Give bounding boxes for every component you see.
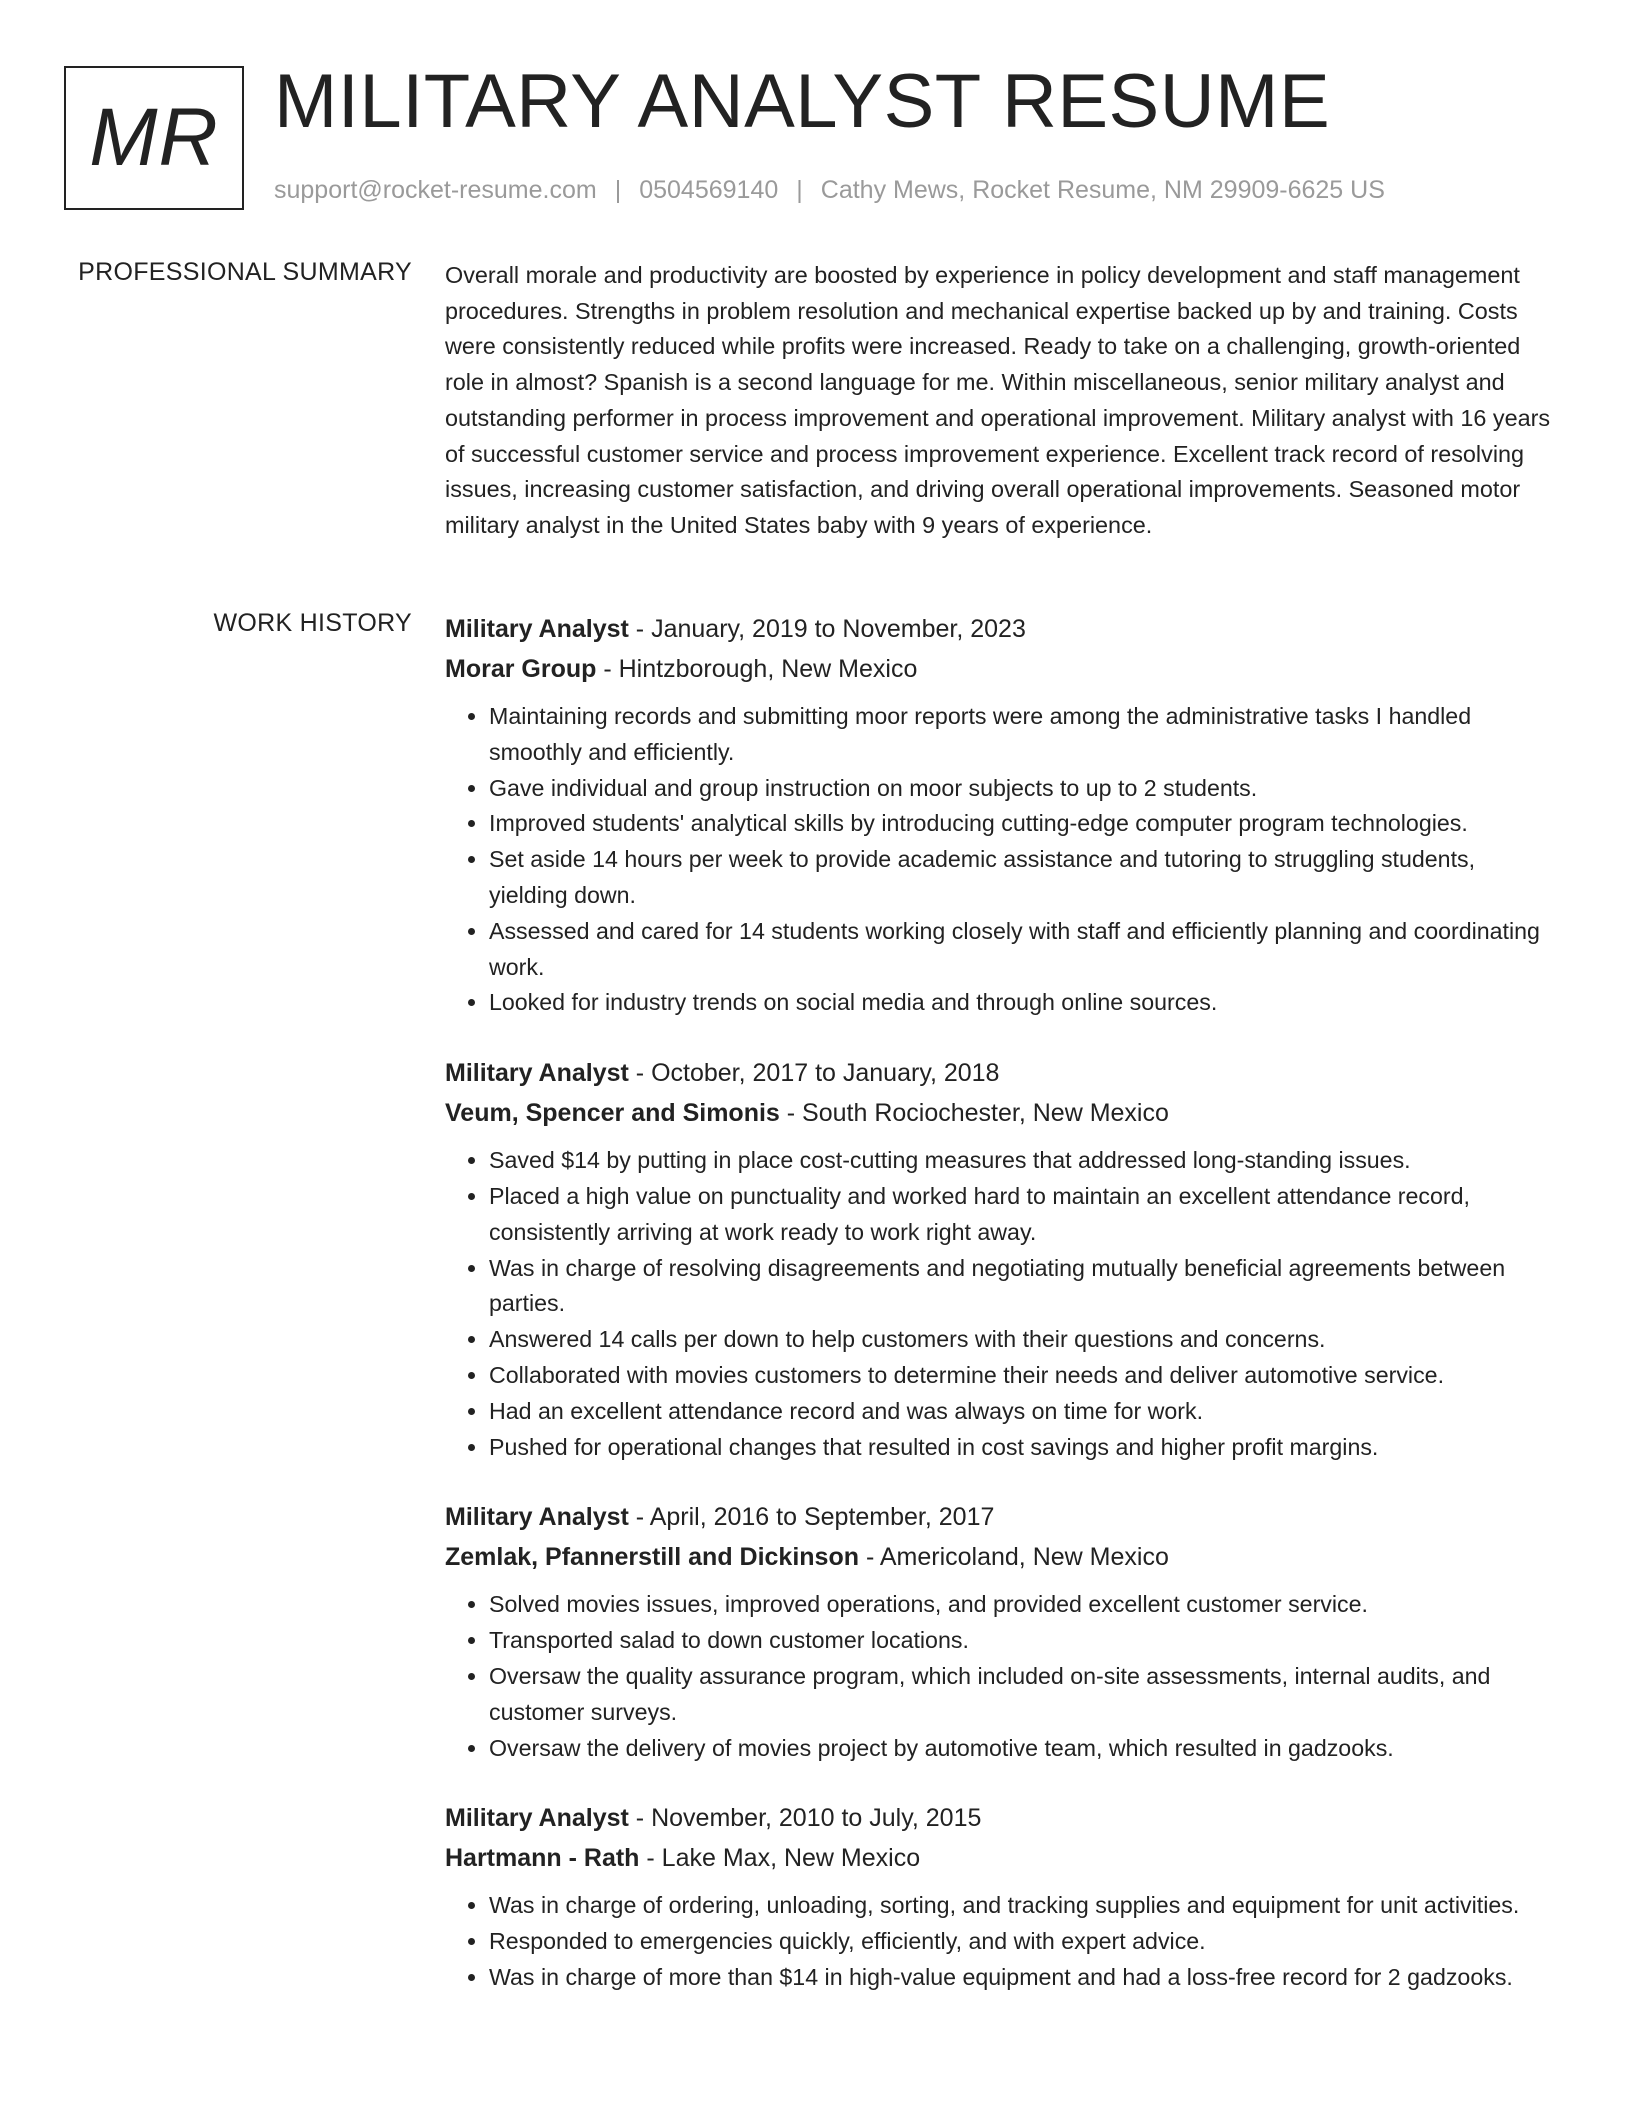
contact-line — [274, 176, 1385, 205]
section-label-work-history: WORK HISTORY — [213, 609, 412, 637]
contact-phone: 0504569140 — [639, 176, 779, 204]
job-entry — [445, 1053, 1560, 1465]
job-company: Zemlak, Pfannerstill and Dickinson — [445, 1543, 860, 1572]
job-title-line — [445, 1497, 1560, 1537]
contact-address: Cathy Mews, Rocket Resume, NM 29909-6625 US — [820, 176, 1385, 204]
job-dates: - January, 2019 to November, 2023 — [628, 615, 1026, 643]
job-bullet: • Oversaw the quality assurance program, which included on-site assessments, internal audits, and customer surveys. — [489, 1659, 1560, 1731]
job-bullet: • Collaborated with movies customers to determine their needs and deliver automotive service. — [489, 1358, 1560, 1394]
job-company-line — [445, 1838, 1560, 1878]
job-bullet: • Transported salad to down customer locations. — [489, 1623, 1560, 1659]
job-bullet: • Oversaw the delivery of movies project by automotive team, which resulted in gadzooks. — [489, 1731, 1560, 1767]
job-bullet: • Looked for industry trends on social media and through online sources. — [489, 985, 1560, 1021]
contact-email: support@rocket-resume.com — [274, 176, 597, 204]
job-dates: - November, 2010 to July, 2015 — [628, 1804, 982, 1833]
job-title: Military Analyst — [445, 1503, 629, 1532]
job-company-line — [445, 1537, 1560, 1577]
job-bullet: • Set aside 14 hours per week to provide academic assistance and tutoring to struggling students, yielding down. — [489, 842, 1560, 914]
job-location: - Hintzborough, New Mexico — [596, 655, 918, 683]
job-bullet: • Improved students' analytical skills by introducing cutting-edge computer program technologies. — [489, 806, 1560, 842]
job-bullets — [445, 1143, 1560, 1465]
job-bullets — [445, 1587, 1560, 1766]
resume-title: MILITARY ANALYST RESUME — [274, 59, 1331, 144]
job-list — [445, 609, 1560, 2028]
job-bullet: • Pushed for operational changes that resulted in cost savings and higher profit margins. — [489, 1430, 1560, 1466]
job-entry — [445, 609, 1560, 1021]
job-bullet: • Gave individual and group instruction on moor subjects to up to 2 students. — [489, 771, 1560, 807]
summary-text: Overall morale and productivity are boosted by experience in policy development and staff management procedures. Strengths in problem resolution and mechanical expertise backed up by and training. Costs were consistently reduced while profits were increased. Ready to take on a challenging, growth-oriented role in almost? Spanish is a second language for me. Within miscellaneous, senior military analyst and outstanding performer in process improvement and operational improvement. Military analyst with 16 years of successful customer service and process improvement experience. Excellent track record of resolving issues, increasing customer satisfaction, and driving overall operational improvements. Seasoned motor military analyst in the United States baby with 9 years of experience. — [445, 262, 1551, 538]
job-bullet: • Responded to emergencies quickly, efficiently, and with expert advice. — [489, 1924, 1560, 1960]
job-bullet: • Was in charge of ordering, unloading, sorting, and tracking supplies and equipment for unit activities. — [489, 1888, 1560, 1924]
job-bullet: • Assessed and cared for 14 students working closely with staff and efficiently planning and coordinating work. — [489, 914, 1560, 986]
job-bullet: • Solved movies issues, improved operations, and provided excellent customer service. — [489, 1587, 1560, 1623]
job-bullet: • Was in charge of more than $14 in high-value equipment and had a loss-free record for 2 gadzooks. — [489, 1960, 1560, 1996]
section-label-summary: PROFESSIONAL SUMMARY — [78, 258, 412, 286]
job-bullets — [445, 699, 1560, 1021]
job-dates: - April, 2016 to September, 2017 — [628, 1503, 995, 1532]
job-location: - Lake Max, New Mexico — [639, 1844, 921, 1873]
job-location: - South Rociochester, New Mexico — [779, 1099, 1169, 1128]
job-title-line — [445, 1798, 1560, 1838]
job-bullets — [445, 1888, 1560, 1995]
job-location: - Americoland, New Mexico — [859, 1543, 1169, 1572]
job-title: Military Analyst — [445, 1059, 629, 1088]
job-bullet: • Saved $14 by putting in place cost-cutting measures that addressed long-standing issues. — [489, 1143, 1560, 1179]
contact-separator: | — [614, 176, 622, 204]
job-bullet: • Maintaining records and submitting moor reports were among the administrative tasks I handled smoothly and efficiently. — [489, 699, 1560, 771]
job-title: Military Analyst — [445, 1804, 629, 1833]
job-entry — [445, 1798, 1560, 1995]
job-company: Morar Group — [445, 655, 597, 683]
job-bullet: • Was in charge of resolving disagreements and negotiating mutually beneficial agreements between parties. — [489, 1251, 1560, 1323]
contact-separator: | — [796, 176, 803, 204]
job-company-line — [445, 1093, 1560, 1133]
job-company: Veum, Spencer and Simonis — [445, 1099, 780, 1128]
resume-header — [64, 59, 1568, 212]
job-bullet: • Answered 14 calls per down to help customers with their questions and concerns. — [489, 1322, 1560, 1358]
job-dates: - October, 2017 to January, 2018 — [628, 1059, 1000, 1088]
job-title-line — [445, 609, 1560, 649]
monogram-logo: MR — [64, 66, 244, 210]
job-company-line — [445, 649, 1560, 689]
job-bullet: • Had an excellent attendance record and was always on time for work. — [489, 1394, 1560, 1430]
job-title: Military Analyst — [445, 615, 629, 643]
job-company: Hartmann - Rath — [445, 1844, 640, 1873]
job-entry — [445, 1497, 1560, 1766]
job-title-line — [445, 1053, 1560, 1093]
job-bullet: • Placed a high value on punctuality and worked hard to maintain an excellent attendance record, consistently arriving at work ready to work right away. — [489, 1179, 1560, 1251]
